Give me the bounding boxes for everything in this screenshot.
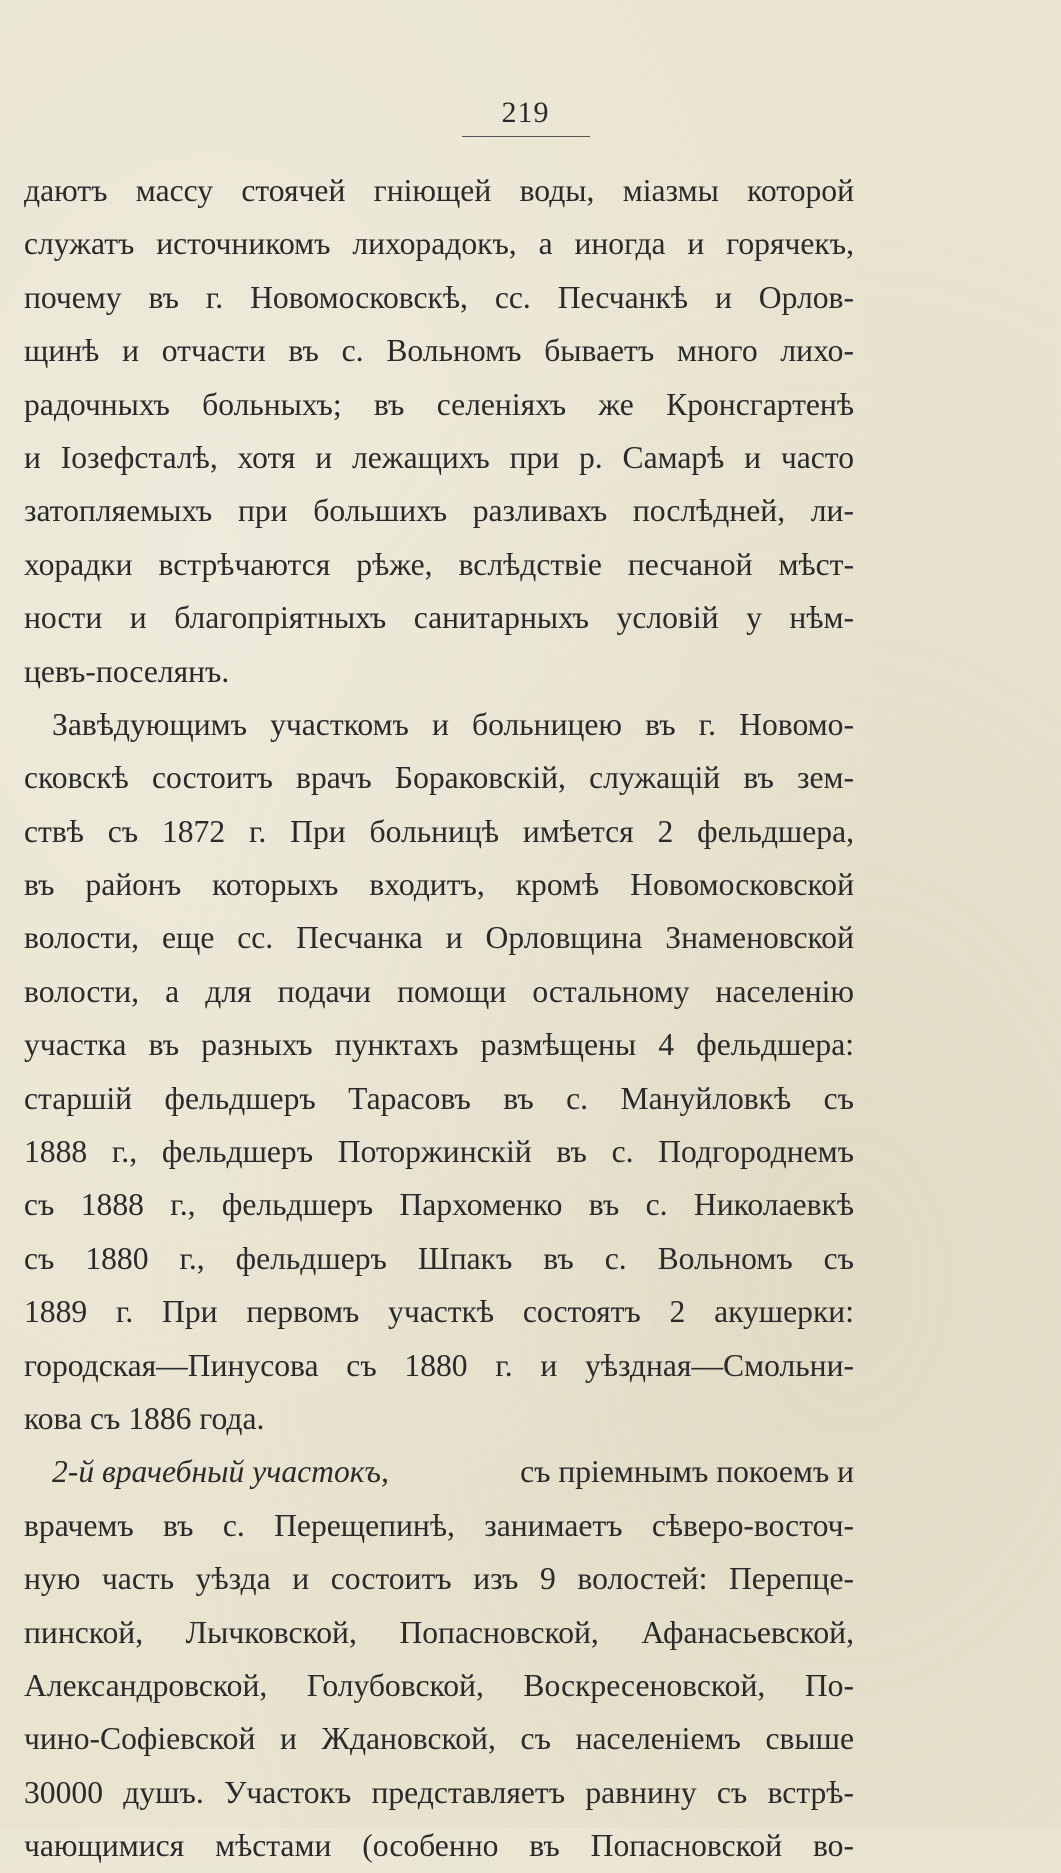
text-line (24, 1445, 854, 1498)
text-line: служатъ источникомъ лихорадокъ, а иногда и горячекъ, (24, 226, 854, 262)
text-line: 1888 г., фельдшеръ Поторжинскій въ с. Подгороднемъ (24, 1134, 854, 1170)
text-line: сковскѣ состоитъ врачъ Бораковскій, служащій въ зем- (24, 760, 854, 796)
text-line: Александровской, Голубовской, Воскресеновской, По- (24, 1667, 854, 1703)
text-line: въ районъ которыхъ входитъ, кромѣ Новомосковской (24, 867, 854, 903)
text-line: 1889 г. При первомъ участкѣ состоятъ 2 акушерки: (24, 1294, 854, 1330)
text-line: ствѣ съ 1872 г. При больницѣ имѣется 2 фельдшера, (24, 813, 854, 849)
text-line: цевъ-поселянъ. (24, 653, 230, 689)
text-line: и Іозефсталѣ, хотя и лежащихъ при р. Самарѣ и часто (24, 439, 854, 475)
text-line: старшій фельдшеръ Тарасовъ въ с. Мануйловкѣ съ (24, 1080, 854, 1116)
text-line: участка въ разныхъ пунктахъ размѣщены 4 фельдшера: (24, 1027, 854, 1063)
text-line: пинской, Лычковской, Попасновской, Афанасьевской, (24, 1614, 854, 1650)
text-line: 30000 душъ. Участокъ представляетъ равнину съ встрѣ- (24, 1774, 854, 1810)
text-line: врачемъ въ с. Перещепинѣ, занимаетъ сѣверо-восточ- (24, 1507, 854, 1543)
text-line: даютъ массу стоячей гніющей воды, міазмы которой (24, 173, 854, 208)
page-header (0, 96, 1061, 137)
text-line: городская—Пинусова съ 1880 г. и уѣздная—Смольни- (24, 1347, 854, 1383)
text-line: ности и благопріятныхъ санитарныхъ условій у нѣм- (24, 600, 854, 636)
section-heading: 2-й врачебный участокъ, (52, 1454, 389, 1490)
text-line: ную часть уѣзда и состоитъ изъ 9 волостей: Перепце- (24, 1561, 854, 1597)
text-line: чающимися мѣстами (особенно въ Попасновской во- (24, 1828, 854, 1864)
text-line: хорадки встрѣчаются рѣже, вслѣдствіе песчаной мѣст- (24, 546, 854, 582)
text-line: чино-Софіевской и Ждановской, съ населеніемъ свыше (24, 1721, 854, 1757)
text-line: щинѣ и отчасти въ с. Вольномъ бываетъ много лихо- (24, 333, 854, 369)
text-line: волости, а для подачи помощи остальному населенію (24, 973, 854, 1009)
text-line: затопляемыхъ при большихъ разливахъ послѣдней, ли- (24, 493, 854, 529)
text-line: радочныхъ больныхъ; въ селеніяхъ же Кронсгартенѣ (24, 386, 854, 422)
text-line: Завѣдующимъ участкомъ и больницею въ г. Новомо- (52, 706, 854, 742)
text-line: волости, еще сс. Песчанка и Орловщина Знаменовской (24, 920, 854, 956)
text-line: съ 1888 г., фельдшеръ Пархоменко въ с. Николаевкѣ (24, 1187, 854, 1223)
page-number: 219 (462, 96, 590, 137)
body-text (24, 164, 854, 1873)
text-line: кова съ 1886 года. (24, 1400, 265, 1436)
text-line: съ 1880 г., фельдшеръ Шпакъ въ с. Вольномъ съ (24, 1240, 854, 1276)
section-heading-continuation: съ пріемнымъ покоемъ и (520, 1454, 854, 1490)
text-line: почему въ г. Новомосковскѣ, сс. Песчанкѣ и Орлов- (24, 279, 854, 315)
